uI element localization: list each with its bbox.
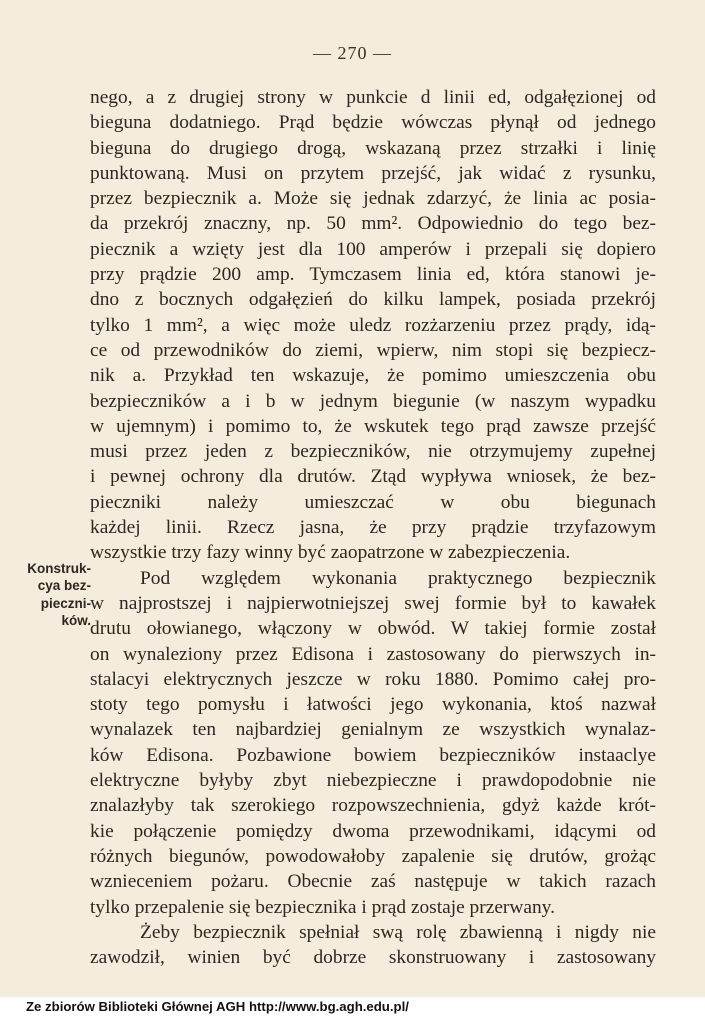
text-line: Żeby bezpiecznik spełniał swą rolę zbawienną i nigdy nie: [140, 921, 656, 943]
text-line: drutu ołowianego, włączony w obwód. W takiej formie został: [90, 618, 656, 640]
margin-note-line: ków.: [61, 612, 91, 628]
text-line: stoty tego pomysłu i łatwości jego wykonania, ktoś nazwał: [90, 694, 656, 716]
text-line: on wynaleziony przez Edisona i zastosowany do pierwszych in-: [90, 643, 656, 665]
text-line: Pod względem wykonania praktycznego bezpiecznik: [140, 567, 656, 589]
text-line: piecznik a wzięty jest dla 100 amperów i przepali się dopiero: [90, 238, 656, 260]
text-line: stalacyi elektrycznych jeszcze w roku 1880. Pomimo całej pro-: [90, 668, 656, 690]
paragraph-2: [90, 566, 656, 920]
text-line: i pewnej ochrony dla drutów. Ztąd wypływa wniosek, że bez-: [90, 466, 656, 488]
text-line: punktowaną. Musi on przytem przejść, jak widać z rysunku,: [90, 162, 656, 184]
text-line: różnych biegunów, powodowałoby zapalenie się drutów, grożąc: [90, 845, 656, 867]
text-line: wznieceniem pożaru. Obecnie zaś następuje w takich razach: [90, 871, 656, 893]
text-line: nego, a z drugiej strony w punkcie d linii ed, odgałęzionej od: [90, 87, 656, 108]
text-line: przy prądzie 200 amp. Tymczasem linia ed, która stanowi je-: [90, 264, 656, 286]
text-line: ków Edisona. Pozbawione bowiem bezpieczników instaaclye: [90, 744, 656, 766]
text-line: musi przez jeden z bezpieczników, nie otrzymujemy zupełnej: [90, 441, 656, 463]
text-line: da przekrój znaczny, np. 50 mm². Odpowiednio do tego bez-: [90, 213, 656, 235]
text-line: nik a. Przykład ten wskazuje, że pomimo umieszczenia obu: [90, 365, 656, 387]
body-text: [90, 85, 656, 970]
text-line: w najprostszej i najpierwotniejszej swej formie był to kawałek: [90, 592, 656, 614]
text-line: elektryczne byłyby zbyt niebezpieczne i prawdopodobnie nie: [90, 770, 656, 792]
text-line: znalazłyby tak szerokiego rozpowszechnienia, gdyż każde krót-: [90, 795, 656, 817]
text-line: bieguna do drugiego drogą, wskazaną przez strzałki i linię: [90, 137, 656, 159]
text-line: przez bezpiecznik a. Może się jednak zdarzyć, że linia ac posia-: [90, 188, 656, 210]
text-line: bezpieczników a i b w jednym biegunie (w naszym wypadku: [90, 390, 656, 412]
margin-note-line: Konstruk-: [27, 561, 91, 576]
text-line: tylko 1 mm², a więc może uledz rozżarzeniu przez prądy, idą-: [90, 314, 656, 336]
text-line: zawodził, winien być dobrze skonstruowany i zastosowany: [90, 947, 656, 969]
text-line: wynalazek ten najbardziej genialnym ze wszystkich wynalaz-: [90, 719, 656, 741]
paragraph-3: [90, 920, 656, 971]
text-line: dno z bocznych odgałęzień do kilku lampek, posiada przekrój: [90, 289, 656, 311]
page-number: — 270 —: [313, 43, 392, 63]
text-line: każdej linii. Rzecz jasna, że przy prądzie trzyfazowym: [90, 517, 656, 539]
margin-note: [19, 560, 91, 629]
text-line: ce od przewodników do ziemi, wpierw, nim stopi się bezpiecz-: [90, 339, 656, 361]
library-footer: Ze zbiorów Biblioteki Głównej AGH http://www.bg.agh.edu.pl/: [0, 997, 705, 1024]
paragraph-1: [90, 85, 656, 566]
text-line: kie połączenie pomiędzy dwoma przewodnikami, idącymi od: [90, 820, 656, 842]
text-line: wszystkie trzy fazy winny być zaopatrzone w zabezpieczenia.: [90, 542, 571, 564]
text-line: w ujemnym) i pomimo to, że wskutek tego prąd zawsze przejść: [90, 415, 656, 437]
text-line: tylko przepalenie się bezpiecznika i prąd zostaje przerwany.: [90, 896, 555, 918]
margin-note-line: cya bez-: [37, 578, 91, 594]
text-line: pieczniki należy umieszczać w obu biegunach: [90, 491, 656, 513]
text-line: bieguna dodatniego. Prąd będzie wówczas płynął od jednego: [90, 112, 656, 134]
margin-note-line: pieczni-: [40, 595, 91, 611]
